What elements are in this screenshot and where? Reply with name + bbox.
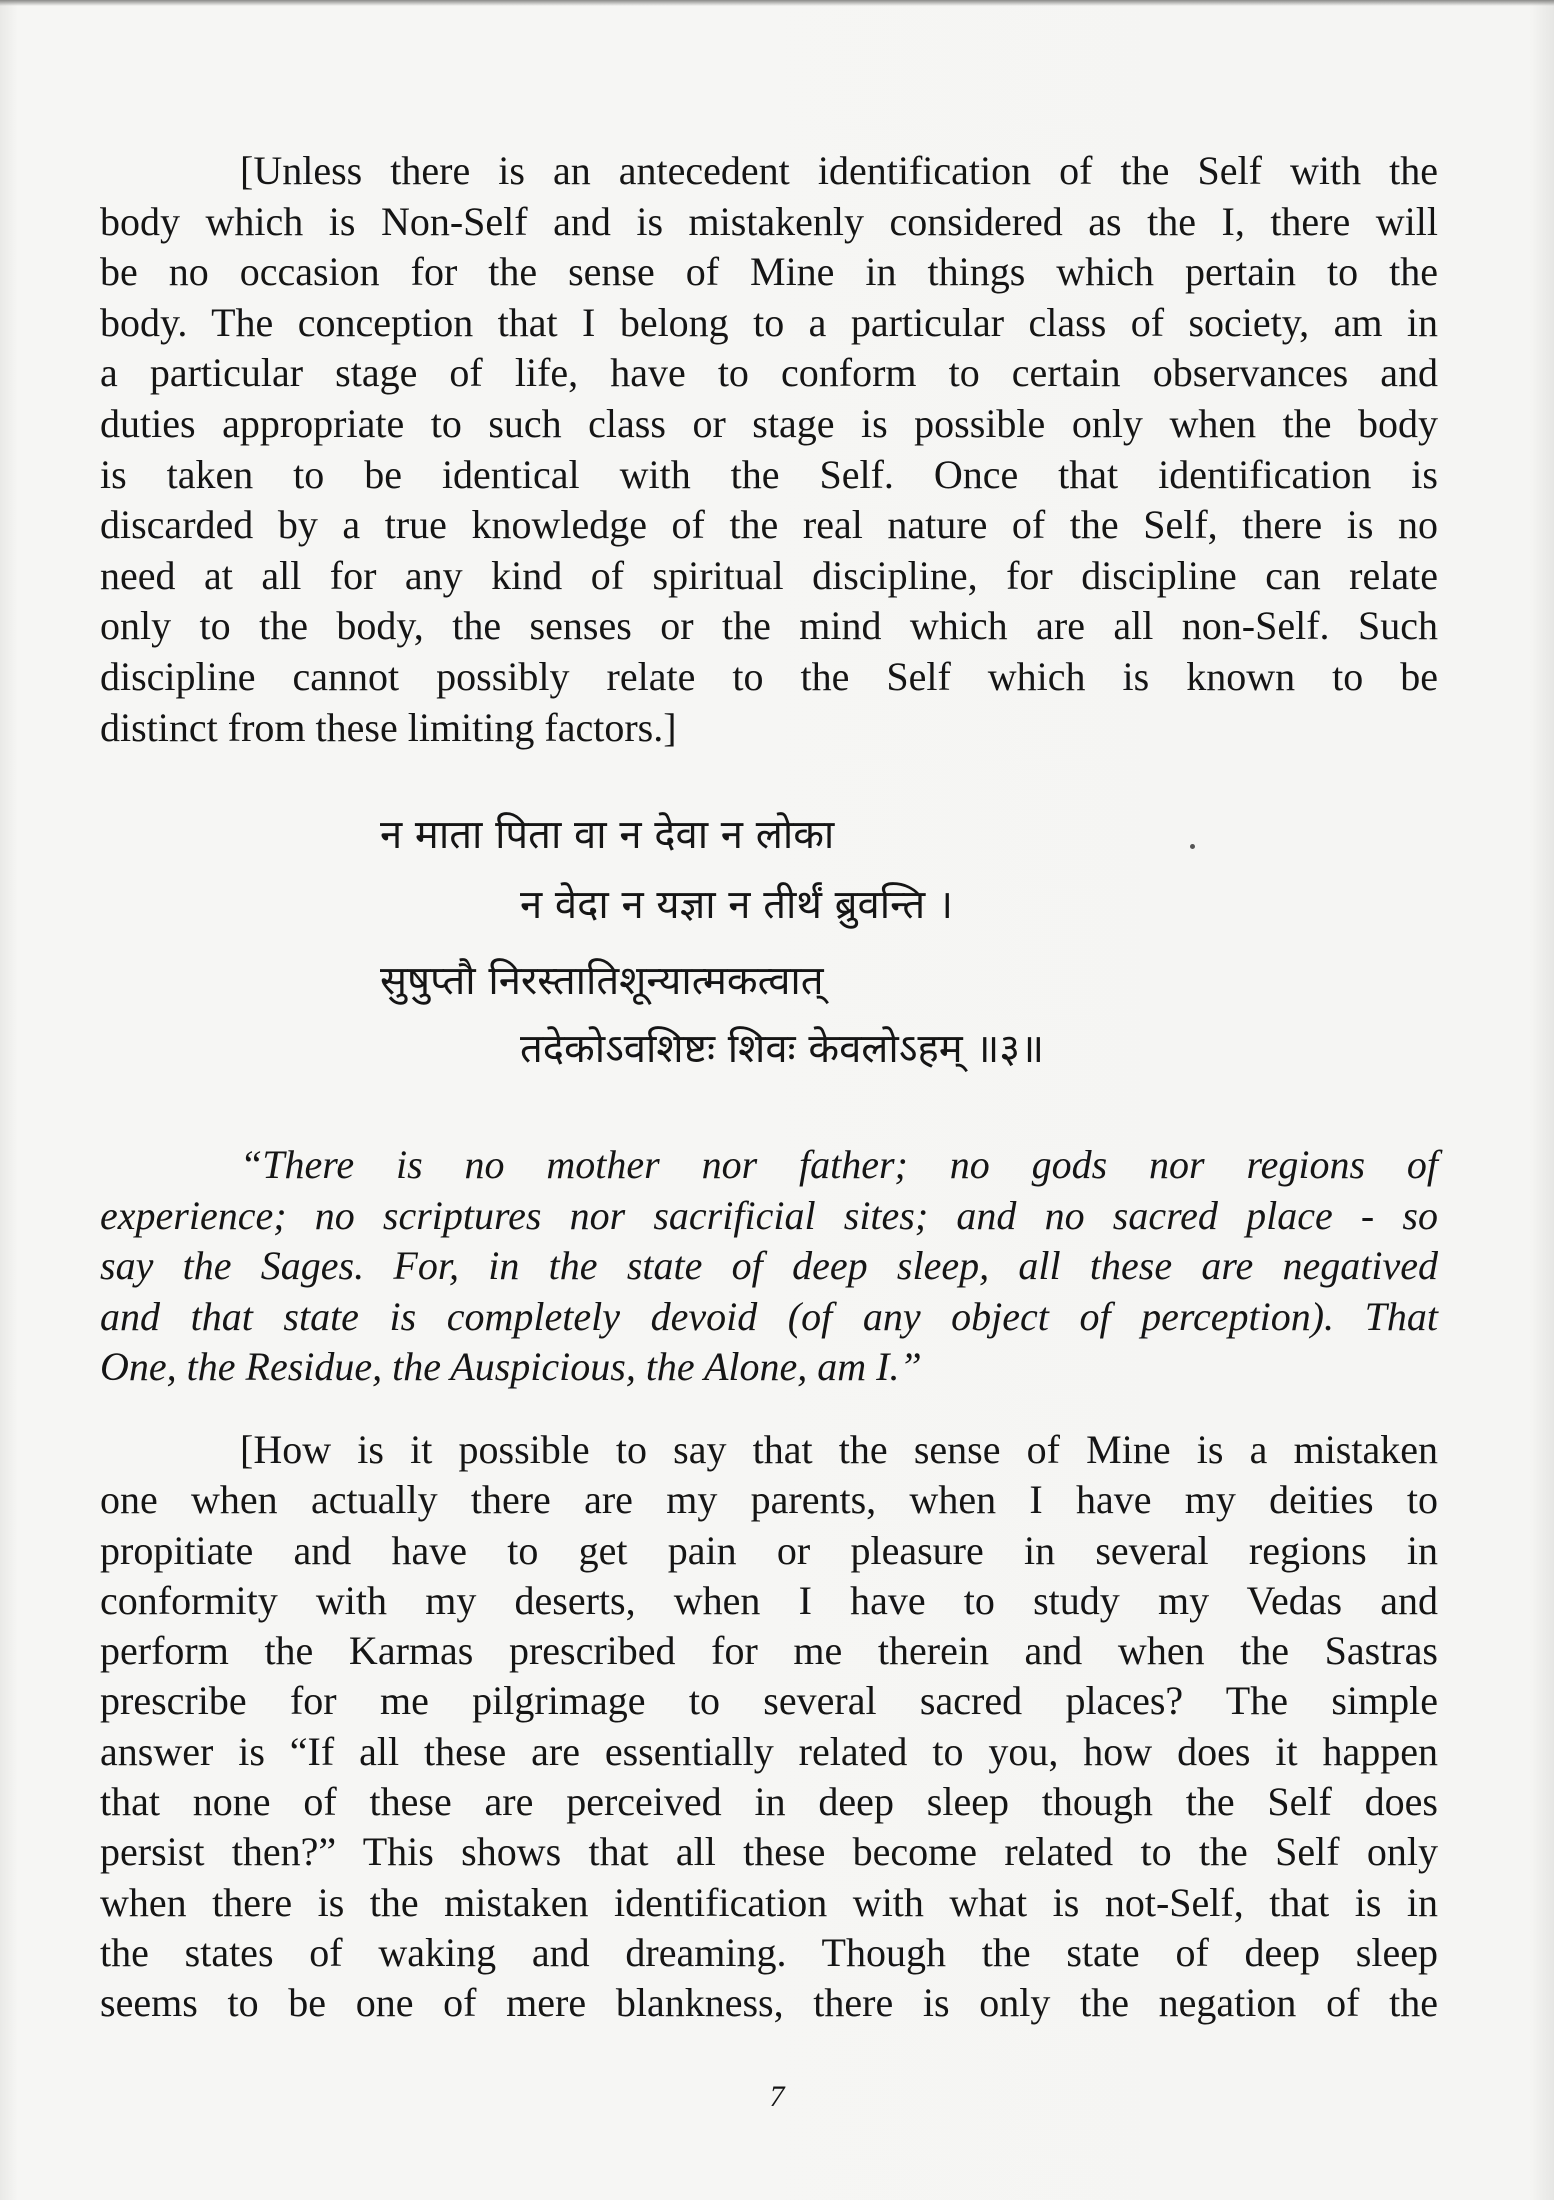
verse-line: सुषुप्तौ निरस्तातिशून्यात्मकत्वात् — [380, 958, 824, 1004]
page-top-edge — [0, 0, 1554, 6]
verse-line: न वेदा न यज्ञा न तीर्थं ब्रुवन्ति । — [520, 882, 954, 928]
text-line: say the Sages. For, in the state of deep sleep, all these are negatived — [100, 1243, 1438, 1289]
text-line: when there is the mistaken identification with what is not-Self, that is in — [100, 1879, 1438, 1925]
text-line: answer is “If all these are essentially related to you, how does it happen — [100, 1728, 1438, 1774]
text-line: propitiate and have to get pain or pleasure in several regions in — [100, 1527, 1438, 1573]
text-line: distinct from these limiting factors.] — [100, 704, 677, 750]
verse-line: न माता पिता वा न देवा न लोका — [380, 812, 835, 858]
text-line: [Unless there is an antecedent identification of the Self with the — [240, 148, 1438, 193]
text-line: [How is it possible to say that the sense of Mine is a mistaken — [240, 1427, 1438, 1472]
verse-line: तदेकोऽवशिष्टः शिवः केवलोऽहम् ॥३॥ — [520, 1026, 1045, 1072]
text-line: discarded by a true knowledge of the real nature of the Self, there is no — [100, 502, 1438, 548]
text-line: seems to be one of mere blankness, there is only the negation of the — [100, 1980, 1438, 2026]
text-line: the states of waking and dreaming. Though the state of deep sleep — [100, 1929, 1438, 1975]
commentary-paragraph-1 — [100, 146, 1438, 753]
text-line: one when actually there are my parents, when I have my deities to — [100, 1477, 1438, 1523]
text-line: persist then?” This shows that all these become related to the Self only — [100, 1829, 1438, 1875]
text-line: body. The conception that I belong to a particular class of society, am in — [100, 299, 1438, 345]
text-line: body which is Non-Self and is mistakenly considered as the I, there will — [100, 198, 1438, 244]
text-line: perform the Karmas prescribed for me therein and when the Sastras — [100, 1628, 1438, 1674]
print-speck — [1190, 844, 1195, 849]
text-line: be no occasion for the sense of Mine in things which pertain to the — [100, 249, 1438, 295]
verse-translation — [100, 1140, 1438, 1393]
text-line: One, the Residue, the Auspicious, the Alone, am I.” — [100, 1344, 922, 1390]
text-line: is taken to be identical with the Self. Once that identification is — [100, 451, 1438, 497]
commentary-paragraph-2 — [100, 1425, 1438, 2029]
text-line: a particular stage of life, have to conform to certain observances and — [100, 350, 1438, 396]
page-number: 7 — [769, 2080, 785, 2113]
text-line: conformity with my deserts, when I have to study my Vedas and — [100, 1577, 1438, 1623]
text-line: that none of these are perceived in deep sleep though the Self does — [100, 1779, 1438, 1825]
text-line: prescribe for me pilgrimage to several sacred places? The simple — [100, 1678, 1438, 1724]
text-line: need at all for any kind of spiritual discipline, for discipline can relate — [100, 552, 1438, 598]
text-line: only to the body, the senses or the mind which are all non-Self. Such — [100, 603, 1438, 649]
text-line: “There is no mother nor father; no gods nor regions of — [240, 1142, 1438, 1187]
text-line: duties appropriate to such class or stage is possible only when the body — [100, 400, 1438, 446]
text-line: and that state is completely devoid (of any object of perception). That — [100, 1293, 1438, 1339]
text-line: discipline cannot possibly relate to the Self which is known to be — [100, 653, 1438, 699]
text-line: experience; no scriptures nor sacrificial sites; and no sacred place - so — [100, 1192, 1438, 1238]
sanskrit-verse — [0, 805, 1554, 1072]
